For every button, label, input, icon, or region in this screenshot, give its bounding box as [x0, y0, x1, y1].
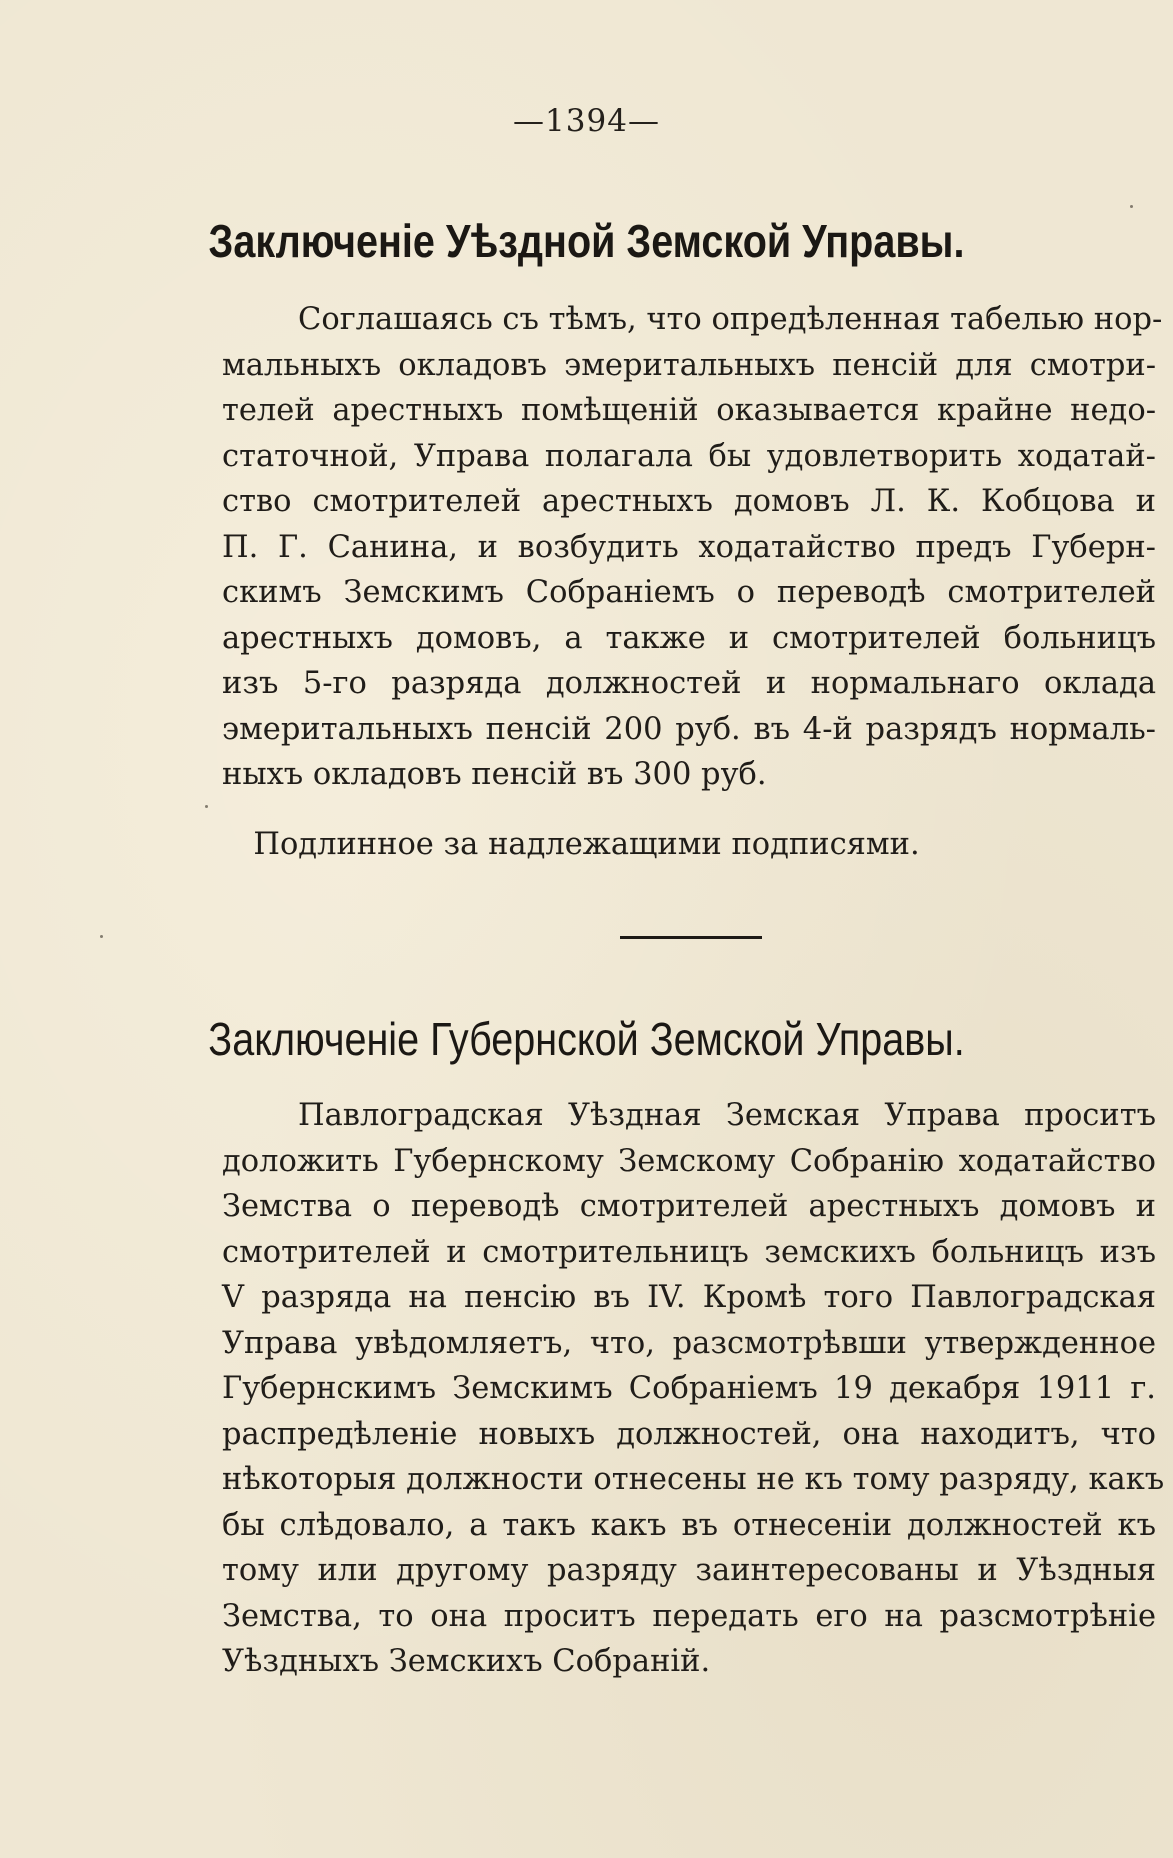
text-line: Павлоградская Уѣздная Земская Управа проситъ	[298, 1098, 1156, 1133]
text-line: нѣкоторыя должности отнесены не къ тому разряду, какъ	[222, 1462, 1165, 1497]
text-line: скимъ Земскимъ Собраніемъ о переводѣ смотрителей	[222, 575, 1156, 610]
paragraph-uezd-conclusion	[222, 297, 1163, 798]
text-line: Уѣздныхъ Земскихъ Собраній.	[222, 1644, 711, 1679]
text-line: Управа увѣдомляетъ, что, разсмотрѣвши утвержденное	[222, 1325, 1156, 1361]
text-line: смотрителей и смотрительницъ земскихъ больницъ изъ	[222, 1234, 1156, 1270]
text-line: ныхъ окладовъ пенсій въ 300 руб.	[222, 757, 767, 792]
text-line: доложить Губернскому Земскому Собранію ходатайство	[222, 1143, 1156, 1179]
text-line: арестныхъ домовъ, а также и смотрителей больницъ	[222, 620, 1156, 656]
signature-note: Подлинное за надлежащими подписями.	[253, 827, 920, 862]
page-number: —1394—	[513, 103, 660, 139]
text-line: V разряда на пенсію въ IV. Кромѣ того Павлоградская	[222, 1280, 1156, 1315]
text-line: изъ 5-го разряда должностей и нормальнаго оклада	[222, 666, 1156, 701]
text-line: мальныхъ окладовъ эмеритальныхъ пенсій для смотри-	[222, 347, 1156, 383]
paragraph-gubern-conclusion	[222, 1093, 1165, 1685]
text-line: бы слѣдовало, а такъ какъ въ отнесеніи должностей къ	[222, 1507, 1156, 1543]
text-line: эмеритальныхъ пенсій 200 руб. въ 4-й разрядъ нормаль-	[222, 711, 1156, 747]
paper-speck	[205, 805, 208, 808]
text-line: ство смотрителей арестныхъ домовъ Л. К. Кобцова и	[222, 484, 1156, 519]
section-heading-uezd: Заключеніе Уѣздной Земской Управы.	[208, 215, 965, 267]
paper-speck	[100, 935, 103, 938]
text-line: Земства о переводѣ смотрителей арестныхъ домовъ и	[222, 1189, 1156, 1224]
section-divider	[620, 936, 762, 939]
text-line: телей арестныхъ помѣщеній оказывается крайне недо-	[222, 393, 1156, 428]
text-line: тому или другому разряду заинтересованы и Уѣздныя	[222, 1553, 1156, 1588]
text-line: Губернскимъ Земскимъ Собраніемъ 19 декабря 1911 г.	[222, 1371, 1156, 1406]
paper-speck	[1130, 205, 1133, 208]
text-line: статочной, Управа полагала бы удовлетворить ходатай-	[222, 438, 1156, 474]
text-line: Соглашаясь съ тѣмъ, что опредѣленная табелью нор-	[298, 302, 1163, 337]
text-line: Земства, то она проситъ передать его на разсмотрѣніе	[222, 1598, 1156, 1634]
section-heading-gubern: Заключеніе Губернской Земской Управы.	[208, 1013, 965, 1065]
text-line: П. Г. Санина, и возбудить ходатайство предъ Губерн-	[222, 529, 1156, 565]
text-line: распредѣленіе новыхъ должностей, она находитъ, что	[222, 1416, 1156, 1452]
